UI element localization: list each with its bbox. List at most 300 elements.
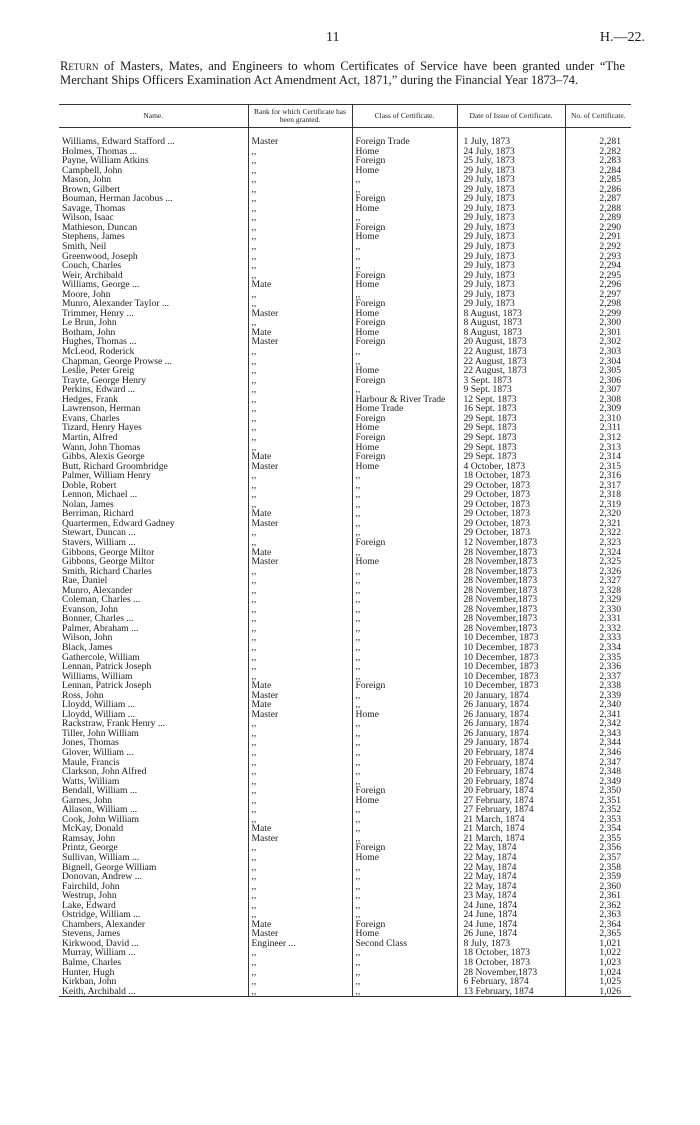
cell-number: 1,026 — [565, 987, 631, 997]
cell-date: 6 February, 1874 — [457, 977, 565, 987]
cell-rank: ,, — [248, 987, 352, 997]
table-row — [59, 939, 631, 949]
cell-rank: ,, — [248, 786, 352, 796]
cell-rank: ,, — [248, 175, 352, 185]
cell-number: 2,336 — [565, 662, 631, 672]
table-row — [59, 557, 631, 567]
cell-rank: Master — [248, 462, 352, 472]
cell-name: Ostridge, William ... — [62, 910, 141, 920]
cell-name: Balme, Charles — [62, 958, 122, 968]
col-header-date: Date of Issue of Certificate. — [457, 105, 565, 128]
cell-name: Bignell, George William — [62, 862, 157, 873]
cell-name: Martin, Alfred — [62, 432, 118, 443]
cell-number: 2,293 — [565, 252, 631, 262]
cell-class: ,, — [352, 252, 457, 262]
title-text: of Masters, Mates, and Engineers to whom Certificates of Service have been granted under “The Merchant Ships Officers Examination Act Amendment Act, 1871,” during the Financial Year 1873–74. — [60, 59, 625, 87]
cell-class: Foreign — [352, 452, 457, 462]
cell-class: Foreign — [352, 538, 457, 548]
cell-rank: ,, — [248, 891, 352, 901]
certificates-table — [59, 104, 631, 997]
table-row — [59, 328, 631, 338]
cell-class: ,, — [352, 500, 457, 510]
cell-date: 27 February, 1874 — [457, 805, 565, 815]
cell-number: 2,320 — [565, 509, 631, 519]
cell-name: Quartermen, Edward Gadney — [62, 518, 175, 529]
table-row — [59, 185, 631, 195]
cell-rank: ,, — [248, 433, 352, 443]
cell-rank: ,, — [248, 156, 352, 166]
cell-number: 2,294 — [565, 261, 631, 271]
cell-class: ,, — [352, 567, 457, 577]
table-row — [59, 643, 631, 653]
cell-class: ,, — [352, 586, 457, 596]
cell-rank: Master — [248, 337, 352, 347]
table-row — [59, 872, 631, 882]
cell-class: Home — [352, 929, 457, 939]
table-row — [59, 452, 631, 462]
cell-class: Home — [352, 147, 457, 157]
table-row — [59, 376, 631, 386]
table-row — [59, 710, 631, 720]
cell-class: ,, — [352, 576, 457, 586]
cell-rank: ,, — [248, 672, 352, 682]
cell-class: ,, — [352, 691, 457, 701]
col-header-number: No. of Certificate. — [565, 105, 631, 128]
cell-class: Foreign — [352, 271, 457, 281]
cell-name: Wilson, John — [62, 633, 113, 643]
cell-name: Munro, Alexander Taylor ... — [62, 299, 170, 309]
cell-class: ,, — [352, 347, 457, 357]
cell-class: Home Trade — [352, 404, 457, 414]
cell-rank: ,, — [248, 185, 352, 195]
cell-number: 2,364 — [565, 920, 631, 930]
table-row — [59, 853, 631, 863]
cell-rank: ,, — [248, 147, 352, 157]
cell-date: 29 July, 1873 — [457, 271, 565, 281]
cell-date: 20 August, 1873 — [457, 337, 565, 347]
cell-rank: ,, — [248, 872, 352, 882]
cell-class: ,, — [352, 700, 457, 710]
cell-date: 26 January, 1874 — [457, 700, 565, 710]
table-row — [59, 232, 631, 242]
cell-class: ,, — [352, 719, 457, 729]
cell-number: 2,347 — [565, 758, 631, 768]
table-row — [59, 299, 631, 309]
cell-rank: Mate — [248, 700, 352, 710]
cell-rank: ,, — [248, 633, 352, 643]
cell-rank: Master — [248, 519, 352, 529]
cell-rank: Master — [248, 137, 352, 147]
cell-class: ,, — [352, 528, 457, 538]
cell-date: 28 November,1873 — [457, 595, 565, 605]
cell-rank: ,, — [248, 796, 352, 806]
cell-date: 26 January, 1874 — [457, 719, 565, 729]
cell-date: 23 May, 1874 — [457, 891, 565, 901]
cell-name: Lennan, Patrick Joseph — [62, 662, 152, 672]
cell-name: Payne, William Atkins — [62, 156, 149, 166]
cell-number: 2,328 — [565, 586, 631, 596]
cell-date: 10 December, 1873 — [457, 681, 565, 691]
cell-rank: ,, — [248, 901, 352, 911]
cell-number: 2,365 — [565, 929, 631, 939]
cell-rank: ,, — [248, 299, 352, 309]
table-row — [59, 242, 631, 252]
cell-name: Palmer, William Henry — [62, 471, 151, 481]
table-row — [59, 948, 631, 958]
cell-date: 26 June, 1874 — [457, 929, 565, 939]
cell-date: 20 January, 1874 — [457, 691, 565, 701]
cell-rank: Master — [248, 710, 352, 720]
cell-number: 1,023 — [565, 958, 631, 968]
cell-rank: Mate — [248, 509, 352, 519]
cell-name: Allason, William ... — [62, 805, 138, 815]
cell-name: Greenwood, Joseph — [62, 251, 138, 262]
cell-rank: Engineer ... — [248, 939, 352, 949]
cell-class: Foreign — [352, 194, 457, 204]
cell-date: 3 Sept. 1873 — [457, 376, 565, 386]
cell-name: Jones, Thomas — [62, 738, 119, 748]
table-row — [59, 318, 631, 328]
cell-class: ,, — [352, 261, 457, 271]
cell-class: ,, — [352, 891, 457, 901]
cell-name: Maule, Francis — [62, 757, 120, 768]
page-header — [0, 30, 700, 46]
cell-date: 24 June, 1874 — [457, 920, 565, 930]
cell-number: 2,291 — [565, 232, 631, 242]
table-row — [59, 910, 631, 920]
cell-name: Black, James — [62, 642, 113, 653]
cell-class: ,, — [352, 863, 457, 873]
cell-number: 2,338 — [565, 681, 631, 691]
cell-number: 2,306 — [565, 376, 631, 386]
cell-rank: ,, — [248, 738, 352, 748]
cell-rank: ,, — [248, 653, 352, 663]
cell-number: 2,296 — [565, 280, 631, 290]
cell-date: 24 June, 1874 — [457, 910, 565, 920]
table-row — [59, 595, 631, 605]
cell-rank: Mate — [248, 452, 352, 462]
cell-rank: ,, — [248, 805, 352, 815]
table-row — [59, 538, 631, 548]
cell-number: 2,362 — [565, 901, 631, 911]
cell-date: 29 Sept. 1873 — [457, 433, 565, 443]
cell-number: 2,313 — [565, 443, 631, 453]
cell-number: 2,329 — [565, 595, 631, 605]
table-row — [59, 891, 631, 901]
cell-rank: ,, — [248, 538, 352, 548]
cell-number: 2,311 — [565, 423, 631, 433]
cell-date: 24 June, 1874 — [457, 901, 565, 911]
table-row — [59, 987, 631, 997]
cell-class: ,, — [352, 777, 457, 787]
cell-class: ,, — [352, 977, 457, 987]
cell-date: 10 December, 1873 — [457, 633, 565, 643]
cell-rank: ,, — [248, 576, 352, 586]
cell-rank: ,, — [248, 958, 352, 968]
cell-rank: ,, — [248, 910, 352, 920]
cell-class: Home — [352, 309, 457, 319]
cell-rank: ,, — [248, 471, 352, 481]
table-row — [59, 395, 631, 405]
cell-class: ,, — [352, 968, 457, 978]
cell-name: Tiller, John William — [62, 728, 139, 739]
cell-name: Cook, John William — [62, 814, 139, 825]
cell-number: 2,358 — [565, 863, 631, 873]
cell-rank: Mate — [248, 920, 352, 930]
cell-date: 29 July, 1873 — [457, 280, 565, 290]
cell-date: 29 July, 1873 — [457, 252, 565, 262]
cell-name: Stewart, Duncan ... — [62, 528, 136, 538]
cell-name: Kirkwood, David ... — [62, 938, 139, 949]
cell-name: Fairchild, John — [62, 881, 120, 892]
cell-date: 18 October, 1873 — [457, 958, 565, 968]
cell-rank: Mate — [248, 824, 352, 834]
cell-name: Ross, John — [62, 690, 104, 701]
cell-rank: ,, — [248, 490, 352, 500]
cell-date: 29 July, 1873 — [457, 194, 565, 204]
cell-date: 26 January, 1874 — [457, 710, 565, 720]
cell-rank: ,, — [248, 595, 352, 605]
cell-rank: Master — [248, 309, 352, 319]
cell-name: Savage, Thomas — [62, 203, 126, 214]
table-row — [59, 834, 631, 844]
cell-name: Rae, Daniel — [62, 576, 108, 586]
cell-date: 20 February, 1874 — [457, 748, 565, 758]
cell-class: ,, — [352, 605, 457, 615]
cell-class: Home — [352, 204, 457, 214]
cell-name: Bonner, Charles ... — [62, 614, 134, 624]
cell-name: Bendall, William ... — [62, 786, 138, 796]
cell-name: Lennon, Michael ... — [62, 490, 138, 500]
cell-number: 2,331 — [565, 614, 631, 624]
cell-name: Berriman, Richard — [62, 509, 134, 519]
cell-date: 29 Sept. 1873 — [457, 423, 565, 433]
cell-class: ,, — [352, 519, 457, 529]
cell-class: ,, — [352, 509, 457, 519]
cell-number: 2,348 — [565, 767, 631, 777]
table-body — [59, 128, 631, 997]
table-row — [59, 404, 631, 414]
table-row — [59, 500, 631, 510]
cell-date: 21 March, 1874 — [457, 834, 565, 844]
cell-class: ,, — [352, 643, 457, 653]
cell-number: 2,288 — [565, 204, 631, 214]
table-row — [59, 633, 631, 643]
cell-date: 28 November,1873 — [457, 567, 565, 577]
cell-date: 29 Sept. 1873 — [457, 443, 565, 453]
cell-rank: ,, — [248, 719, 352, 729]
cell-date: 29 July, 1873 — [457, 204, 565, 214]
cell-number: 2,304 — [565, 357, 631, 367]
table-row — [59, 414, 631, 424]
cell-date: 29 Sept. 1873 — [457, 452, 565, 462]
cell-number: 2,282 — [565, 147, 631, 157]
table-row — [59, 576, 631, 586]
cell-class: ,, — [352, 490, 457, 500]
cell-date: 16 Sept. 1873 — [457, 404, 565, 414]
cell-class: Foreign — [352, 318, 457, 328]
page-number: 11 — [326, 30, 340, 45]
cell-date: 22 August, 1873 — [457, 366, 565, 376]
table-row — [59, 672, 631, 682]
table-row — [59, 271, 631, 281]
cell-class: ,, — [352, 548, 457, 558]
cell-class: ,, — [352, 662, 457, 672]
cell-class: ,, — [352, 872, 457, 882]
table-header-row — [59, 105, 631, 128]
cell-number: 2,283 — [565, 156, 631, 166]
title-lead-word: Return — [60, 59, 99, 73]
cell-class: ,, — [352, 987, 457, 997]
cell-number: 2,344 — [565, 738, 631, 748]
cell-date: 28 November,1873 — [457, 614, 565, 624]
table-row — [59, 653, 631, 663]
cell-rank: ,, — [248, 242, 352, 252]
cell-number: 2,286 — [565, 185, 631, 195]
cell-class: Home — [352, 166, 457, 176]
cell-name: Smith, Neil — [62, 242, 107, 252]
cell-number: 2,359 — [565, 872, 631, 882]
cell-rank: ,, — [248, 166, 352, 176]
table-row — [59, 366, 631, 376]
cell-class: Home — [352, 796, 457, 806]
cell-name: Bouman, Herman Jacobus ... — [62, 194, 173, 204]
cell-date: 22 May, 1874 — [457, 853, 565, 863]
cell-date: 29 July, 1873 — [457, 213, 565, 223]
cell-name: Weir, Archibald — [62, 270, 123, 281]
cell-date: 20 February, 1874 — [457, 786, 565, 796]
cell-number: 2,281 — [565, 137, 631, 147]
cell-date: 28 November,1873 — [457, 586, 565, 596]
table-row — [59, 357, 631, 367]
cell-name: Campbell, John — [62, 165, 123, 176]
cell-rank: Master — [248, 929, 352, 939]
cell-class: ,, — [352, 758, 457, 768]
cell-rank: ,, — [248, 414, 352, 424]
table-row — [59, 901, 631, 911]
table-row — [59, 462, 631, 472]
cell-number: 2,312 — [565, 433, 631, 443]
table-row — [59, 519, 631, 529]
table-row — [59, 777, 631, 787]
cell-rank: ,, — [248, 567, 352, 577]
table-row — [59, 261, 631, 271]
cell-class: ,, — [352, 185, 457, 195]
cell-name: Smith, Richard Charles — [62, 566, 152, 577]
cell-rank: Mate — [248, 328, 352, 338]
table-row — [59, 175, 631, 185]
cell-rank: ,, — [248, 385, 352, 395]
cell-name: Glover, William ... — [62, 748, 134, 758]
cell-date: 20 February, 1874 — [457, 777, 565, 787]
cell-date: 10 December, 1873 — [457, 653, 565, 663]
cell-rank: ,, — [248, 948, 352, 958]
cell-name: Brown, Gilbert — [62, 184, 121, 195]
cell-name: Garnes, John — [62, 795, 113, 806]
table-row — [59, 758, 631, 768]
return-title — [60, 60, 625, 87]
cell-name: Lake, Edward — [62, 900, 116, 911]
table-row — [59, 213, 631, 223]
cell-class: Foreign — [352, 843, 457, 853]
cell-rank: ,, — [248, 290, 352, 300]
cell-date: 13 February, 1874 — [457, 987, 565, 997]
cell-name: Williams, Edward Stafford ... — [62, 137, 175, 147]
cell-rank: ,, — [248, 863, 352, 873]
cell-number: 2,284 — [565, 166, 631, 176]
cell-class: Foreign — [352, 433, 457, 443]
cell-number: 2,335 — [565, 653, 631, 663]
cell-class: Foreign — [352, 376, 457, 386]
cell-name: McLeod, Roderick — [62, 347, 135, 357]
cell-number: 2,315 — [565, 462, 631, 472]
cell-name: Palmer, Abraham ... — [62, 623, 139, 634]
table-row — [59, 738, 631, 748]
cell-number: 2,330 — [565, 605, 631, 615]
cell-number: 2,342 — [565, 719, 631, 729]
cell-date: 4 October, 1873 — [457, 462, 565, 472]
cell-class: Second Class — [352, 939, 457, 949]
cell-name: Tizard, Henry Hayes — [62, 423, 142, 433]
cell-name: Lloydd, William ... — [62, 709, 135, 720]
table-row — [59, 605, 631, 615]
cell-date: 29 July, 1873 — [457, 166, 565, 176]
cell-class: Foreign — [352, 299, 457, 309]
table-row — [59, 882, 631, 892]
cell-rank: ,, — [248, 614, 352, 624]
cell-rank: ,, — [248, 605, 352, 615]
table-row — [59, 662, 631, 672]
cell-number: 2,305 — [565, 366, 631, 376]
cell-name: Hunter, Hugh — [62, 967, 115, 978]
cell-rank: ,, — [248, 758, 352, 768]
cell-number: 2,290 — [565, 223, 631, 233]
cell-name: Chapman, George Prowse ... — [62, 356, 172, 367]
cell-class: ,, — [352, 901, 457, 911]
cell-date: 29 Sept. 1873 — [457, 414, 565, 424]
cell-date: 28 November,1873 — [457, 624, 565, 634]
cell-name: Wann, John Thomas — [62, 442, 141, 453]
cell-name: Sullivan, William ... — [62, 853, 140, 863]
cell-date: 26 January, 1874 — [457, 729, 565, 739]
cell-class: ,, — [352, 385, 457, 395]
cell-rank: ,, — [248, 586, 352, 596]
table-row — [59, 490, 631, 500]
cell-date: 10 December, 1873 — [457, 643, 565, 653]
cell-class: ,, — [352, 213, 457, 223]
cell-name: Gibbs, Alexis George — [62, 452, 145, 462]
cell-number: 1,021 — [565, 939, 631, 949]
table-row — [59, 528, 631, 538]
cell-number: 2,354 — [565, 824, 631, 834]
table-row — [59, 509, 631, 519]
cell-class: Home — [352, 366, 457, 376]
cell-name: Donovan, Andrew ... — [62, 872, 142, 882]
table-row — [59, 309, 631, 319]
cell-rank: ,, — [248, 261, 352, 271]
cell-rank: ,, — [248, 748, 352, 758]
cell-number: 2,341 — [565, 710, 631, 720]
cell-class: ,, — [352, 834, 457, 844]
table-row — [59, 166, 631, 176]
cell-date: 29 October, 1873 — [457, 528, 565, 538]
table-row — [59, 815, 631, 825]
cell-class: ,, — [352, 748, 457, 758]
cell-class: Home — [352, 328, 457, 338]
cell-number: 2,353 — [565, 815, 631, 825]
cell-number: 2,318 — [565, 490, 631, 500]
cell-class: ,, — [352, 633, 457, 643]
